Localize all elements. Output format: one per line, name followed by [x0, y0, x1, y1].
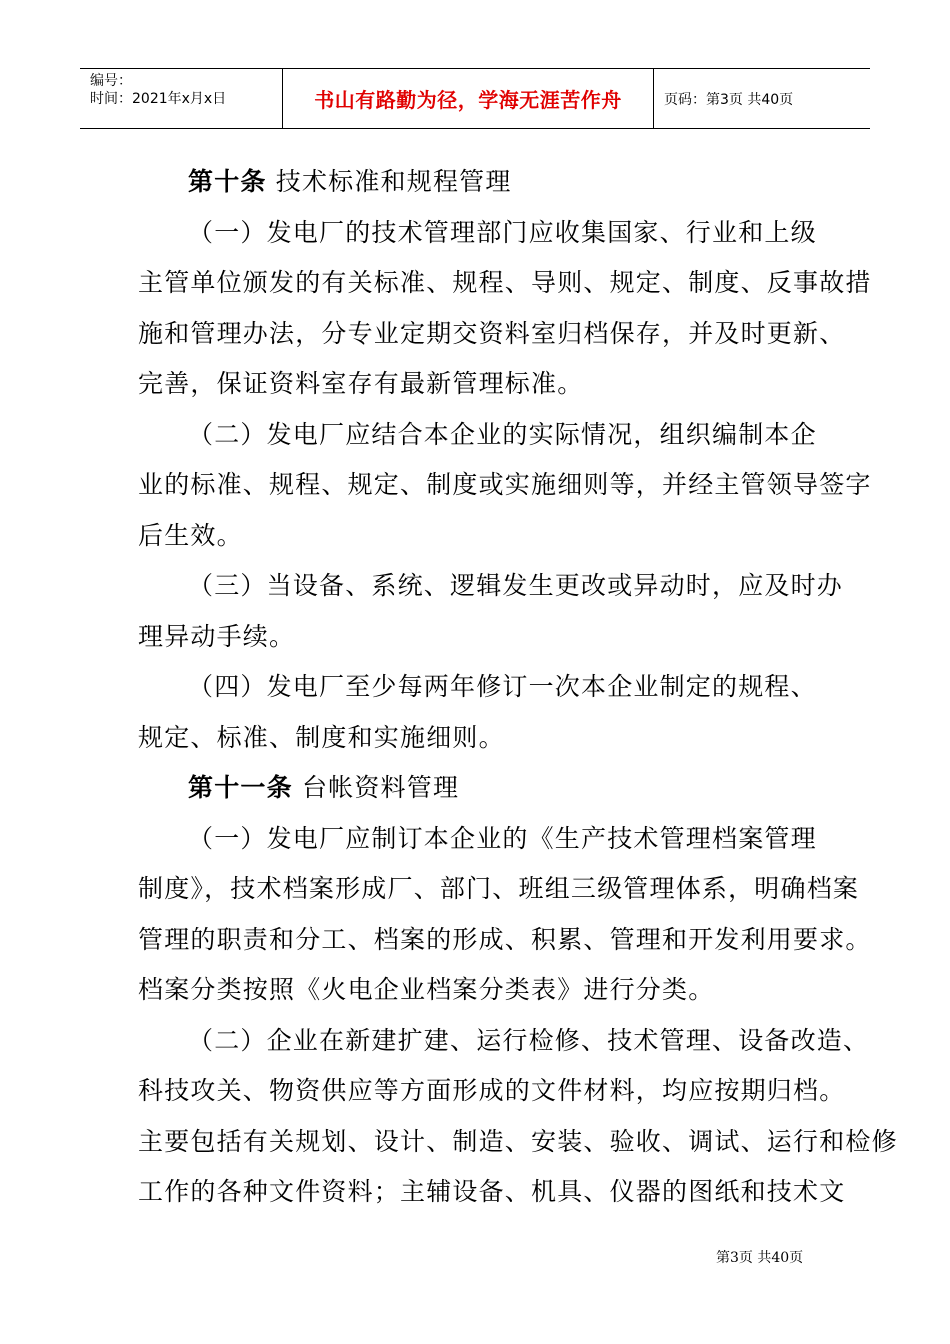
body-line [138, 1167, 846, 1218]
body-line [138, 1117, 898, 1168]
body-line [138, 864, 860, 915]
body-line [138, 359, 838, 410]
article-heading: 第十一条 [188, 773, 293, 802]
article-heading: 第十条 [188, 167, 267, 196]
line-text: 施和管理办法，分专业定期交资料室归档保存，并及时更新、 [138, 318, 846, 348]
line-text: （一）发电厂应制订本企业的《生产技术管理档案管理 [188, 823, 817, 853]
header-page-number: 页码：第3页 共40页 [664, 91, 794, 108]
line-text: 档案分类按照《火电企业档案分类表》进行分类。 [138, 975, 715, 1004]
page-footer: 第3页 共40页 [716, 1250, 804, 1266]
body-line [138, 1066, 846, 1117]
line-text: （四）发电厂至少每两年修订一次本企业制定的规程、 [188, 672, 817, 701]
line-text: 台帐资料管理 [292, 773, 460, 802]
line-text: 管理的职责和分工、档案的形成、积累、管理和开发利用要求。 [138, 924, 872, 954]
body-line [138, 258, 872, 309]
line-text: 工作的各种文件资料；主辅设备、机具、仪器的图纸和技术文 [138, 1177, 846, 1206]
document-number-label: 编号： [90, 73, 132, 89]
body-line [138, 410, 838, 461]
line-text: （一）发电厂的技术管理部门应收集国家、行业和上级 [188, 217, 817, 247]
body-line [138, 208, 838, 259]
header-meta [80, 69, 282, 128]
line-text: 制度》，技术档案形成厂、部门、班组三级管理体系，明确档案 [138, 874, 860, 903]
line-text: 主管单位颁发的有关标准、规程、导则、规定、制度、反事故措 [138, 268, 872, 297]
body-line [138, 965, 838, 1016]
body-line [138, 915, 872, 966]
body-line [138, 157, 838, 208]
line-text: 技术标准和规程管理 [266, 167, 512, 196]
body-line [138, 713, 838, 764]
line-text: 后生效。 [138, 520, 243, 550]
header-motto: 书山有路勤为径，学海无涯苦作舟 [314, 88, 622, 112]
document-date: 时间：2021年x月x日 [90, 91, 227, 107]
document-body [138, 157, 898, 1218]
body-line [138, 814, 838, 865]
body-line [138, 763, 838, 814]
line-text: （二）企业在新建扩建、运行检修、技术管理、设备改造、 [188, 1025, 870, 1055]
line-text: 业的标准、规程、规定、制度或实施细则等，并经主管领导签字 [138, 470, 872, 499]
line-text: 理异动手续。 [138, 621, 296, 651]
line-text: 完善，保证资料室存有最新管理标准。 [138, 369, 584, 398]
line-text: （三）当设备、系统、逻辑发生更改或异动时，应及时办 [188, 571, 844, 600]
line-text: （二）发电厂应结合本企业的实际情况，组织编制本企 [188, 419, 817, 449]
page-header [80, 68, 870, 129]
body-line [138, 511, 838, 562]
body-line [138, 662, 838, 713]
body-line [138, 309, 846, 360]
line-text: 主要包括有关规划、设计、制造、安装、验收、调试、运行和检修 [138, 1126, 898, 1156]
body-line [138, 1016, 870, 1067]
body-line [138, 612, 838, 663]
line-text: 科技攻关、物资供应等方面形成的文件材料，均应按期归档。 [138, 1076, 846, 1105]
body-line [138, 460, 872, 511]
header-motto-cell [282, 69, 654, 128]
line-text: 规定、标准、制度和实施细则。 [138, 722, 505, 752]
body-line [138, 561, 844, 612]
header-page-cell [654, 69, 870, 128]
